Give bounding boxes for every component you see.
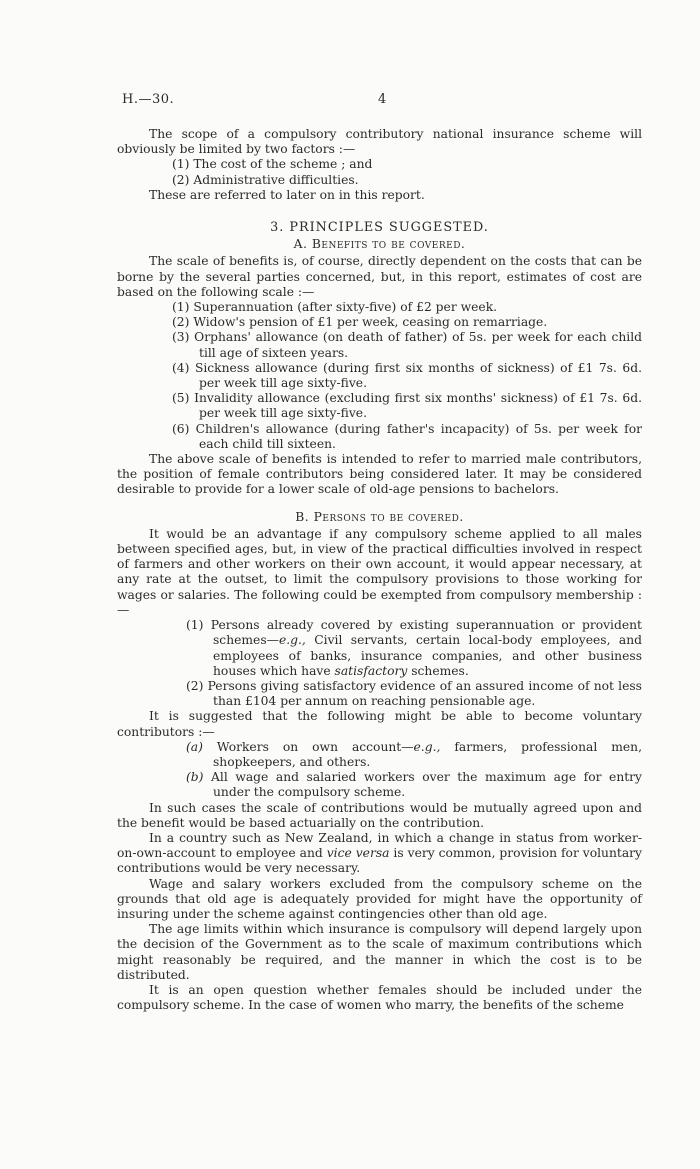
para-text: is very common, provision for voluntary contributions would be very necessary. xyxy=(117,846,642,876)
voluntary-text: Workers on own account— xyxy=(202,739,414,754)
paragraph: In such cases the scale of contributions would be mutually agreed upon and the benefit would be based actuarially on the contribution. xyxy=(117,800,642,830)
page-body xyxy=(117,127,642,1013)
voluntary-text: farmers, professional men, shopkeepers, and others. xyxy=(213,739,642,769)
voluntary-item xyxy=(117,740,642,770)
vice-versa-italic: vice versa xyxy=(326,846,390,861)
exempt-text: Civil servants, certain local-body employees, and employees of banks, insurance companies, and other business houses which have xyxy=(213,633,642,678)
item-letter: (a) xyxy=(186,739,203,754)
satisfactory-italic: satisfactory xyxy=(334,663,408,678)
factor-item: (2) Administrative difficulties. xyxy=(172,172,359,187)
paragraph: Wage and salary workers excluded from the compulsory scheme on the grounds that old age is adequately provided for might have the opportunity of insuring under the scheme against contingencies other than old age. xyxy=(117,876,642,921)
doc-ref: H.—30. xyxy=(122,92,175,107)
intro-paragraph: The scope of a compulsory contributory national insurance scheme will obviously be limited by two factors :— xyxy=(117,127,642,157)
paragraph: The scale of benefits is, of course, directly dependent on the costs that can be borne by the several parties concerned, but, in this report, estimates of cost are based on the following scale :— xyxy=(117,254,642,299)
item-letter: (b) xyxy=(186,770,204,785)
benefit-item: (3) Orphans' allowance (on death of father) of 5s. per week for each child till age of sixteen years. xyxy=(172,330,642,360)
exempt-text: (1) Persons already covered by existing superannuation or provident schemes— xyxy=(186,618,642,648)
paragraph: It would be an advantage if any compulsory scheme applied to all males between specified ages, but, in view of the practical difficulties involved in respect of farmers and other workers on their own account, it would appear necessary, at any rate at the outset, to limit the compulsory provisions to those working for wages or salaries. The following could be exempted from compulsory membership :— xyxy=(117,526,642,617)
voluntary-text: All wage and salaried workers over the maximum age for entry under the compulsory scheme. xyxy=(203,770,642,800)
factor-item: (1) The cost of the scheme ; and xyxy=(172,157,373,172)
voluntary-item xyxy=(117,770,642,800)
benefit-item: (4) Sickness allowance (during first six months of sickness) of £1 7s. 6d. per week till age sixty-five. xyxy=(172,360,642,391)
eg-italic: e.g., xyxy=(278,633,306,648)
benefit-item: (2) Widow's pension of £1 per week, ceasing on remarriage. xyxy=(172,315,548,330)
eg-italic: e.g., xyxy=(413,739,441,754)
paragraph: The age limits within which insurance is compulsory will depend largely upon the decision of the Government as to the scale of maximum contributions which might reasonably be required, and the manner in which the cost is to be distributed. xyxy=(117,922,642,982)
paragraph xyxy=(117,831,642,877)
exempt-item: (2) Persons giving satisfactory evidence of an assured income of not less than £104 per annum on reaching pensionable age. xyxy=(186,678,642,709)
paragraph: The above scale of benefits is intended to refer to married male contributors, the position of female contributors being considered later. It may be considered desirable to provide for a lower scale of old-age pensions to bachelors. xyxy=(117,452,642,497)
exempt-text: schemes. xyxy=(407,663,469,678)
subsection-heading-b: B. Persons to be covered. xyxy=(295,509,464,524)
benefit-item: (5) Invalidity allowance (excluding first six months' sickness) of £1 7s. 6d. per week till age sixty-five. xyxy=(172,391,642,421)
page-number: 4 xyxy=(378,92,387,107)
intro-paragraph: These are referred to later on in this report. xyxy=(149,187,425,202)
benefit-item: (1) Superannuation (after sixty-five) of £2 per week. xyxy=(172,300,498,315)
subsection-heading-a: A. Benefits to be covered. xyxy=(293,237,466,252)
section-heading: 3. PRINCIPLES SUGGESTED. xyxy=(270,220,489,236)
paragraph: It is suggested that the following might be able to become voluntary contributors :— xyxy=(117,709,642,739)
exempt-item xyxy=(117,618,642,679)
paragraph: It is an open question whether females should be included under the compulsory scheme. In the case of women who marry, the benefits of the scheme xyxy=(117,982,642,1013)
para-text: In a country such as New Zealand, in which a change in status from worker-on-own-account to employee and xyxy=(117,830,642,861)
benefit-item: (6) Children's allowance (during father's incapacity) of 5s. per week for each child till sixteen. xyxy=(172,421,642,451)
